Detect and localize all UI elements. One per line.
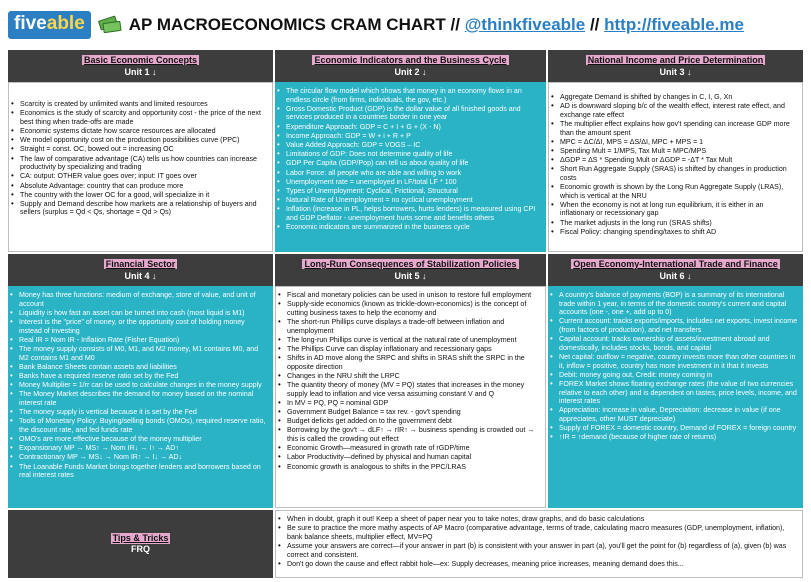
list-item: • The country with the lower OC for a good, will specialize in it: [9, 191, 268, 200]
list-item: • Money has three functions: medium of exchange, store of value, and unit of account: [8, 291, 269, 308]
list-item: • Aggregate Demand is shifted by changes in C, I, G, Xn: [549, 93, 799, 102]
section-body-unit-5: [275, 286, 546, 508]
section-list: [275, 87, 542, 232]
section-title: National Income and Price Determination: [587, 55, 764, 65]
list-item: • Liquidity is how fast an asset can be turned into cash (most liquid is M1): [8, 309, 269, 318]
list-item: • Spending Mult = 1/MPS, Tax Mult = MPC/MPS: [549, 147, 799, 156]
section-header-unit-1: [8, 50, 273, 82]
list-item: • Appreciation: increase in value, Depreciation: decrease in value (if one appreciates, other MUST depreciate): [548, 406, 800, 423]
list-item: • The money supply consists of M0, M1, and M2 money, M1 contains M0, and M2 contains M1 and M0: [8, 345, 269, 362]
list-item: • Economic growth is shown by the Long Run Aggregate Supply (LRAS), which is vertical at the NRU: [549, 183, 799, 200]
section-unit: Unit 2 ↓: [394, 67, 427, 77]
tips-list: [276, 515, 798, 568]
section-title: Economic Indicators and the Business Cycle: [314, 55, 507, 65]
list-item: • Borrowing by the gov't → dLF↑ → rIR↑ → business spending is crowded out → this is called the crowding out effect: [276, 426, 541, 443]
list-item: • Contractionary MP → MS↓ → Nom IR↑ → I↓ → AD↓: [8, 453, 269, 462]
list-item: • When the economy is not at long run equilibrium, it is either in an inflationary or recessionary gap: [549, 201, 799, 218]
list-item: • Inflation (increase in PL, helps borrowers, hurts lenders) is measured using CPI and GDP Deflator - unemployment hurts some and benefits others: [275, 205, 542, 222]
title-separator: //: [589, 15, 600, 34]
list-item: • The market adjusts in the long run (SRAS shifts): [549, 219, 799, 228]
tips-header: [8, 510, 273, 578]
list-item: • The Phillips Curve can display inflationary and recessionary gaps: [276, 345, 541, 354]
list-item: • ΔGDP = ΔS * Spending Mult or ΔGDP = -ΔT * Tax Mult: [549, 156, 799, 165]
list-item: • The short-run Phillips curve displays a trade-off between inflation and unemployment: [276, 318, 541, 335]
list-item: • The money supply is vertical because it is set by the Fed: [8, 408, 269, 417]
list-item: • Don't go down the cause and effect rabbit hole—ex: Supply decreases, meaning price increases, meaning demand does this...: [276, 560, 798, 569]
list-item: • Economics is the study of scarcity and opportunity cost - the price of the next best thing when trade-offs are made: [9, 109, 268, 126]
section-list: [549, 93, 799, 236]
website-link[interactable]: http://fiveable.me: [604, 15, 744, 34]
list-item: • Absolute Advantage: country that can produce more: [9, 182, 268, 191]
fiveable-logo[interactable]: [8, 11, 91, 39]
list-item: • A country's balance of payments (BOP) is a summary of its international trade within 1 year, in terms of the domestic country's current and capital accounts (one -, one +, add up to 0): [548, 291, 800, 317]
section-header-unit-5: [275, 254, 546, 286]
section-title: Basic Economic Concepts: [83, 55, 198, 65]
section-body-unit-3: [548, 82, 803, 252]
list-item: • CA: output: OTHER value goes over; input: IT goes over: [9, 172, 268, 181]
list-item: • Income Approach: GDP = W + i + R + P: [275, 132, 542, 141]
list-item: • ↑IR = ↑demand (because of higher rate of returns): [548, 433, 800, 442]
list-item: • Current account: tracks exports/imports, includes net exports, invest income (from factors of production), and net transfers: [548, 317, 800, 334]
list-item: • The multiplier effect explains how gov't spending can increase GDP more than the amount spent: [549, 120, 799, 137]
list-item: • The circular flow model which shows that money in an economy flows in an endless circle (from firms, individuals, the gov, etc.): [275, 87, 542, 104]
list-item: • Types of Unemployment: Cyclical, Frictional, Structural: [275, 187, 542, 196]
list-item: • Supply-side economics (known as trickle-down-economics) is the concept of cutting business taxes to help the economy and: [276, 300, 541, 317]
section-unit: Unit 5 ↓: [394, 271, 427, 281]
money-bills-icon: [99, 17, 121, 33]
list-item: • Debit: money going out, Credit: money coming in: [548, 371, 800, 380]
section-body-unit-1: [8, 82, 273, 252]
list-item: • Economic indicators are summarized in the business cycle: [275, 223, 542, 232]
list-item: • Gross Domestic Product (GDP) is the dollar value of all finished goods and services produced in a countries border in one year: [275, 105, 542, 122]
list-item: • Banks have a required reserve ratio set by the Fed: [8, 372, 269, 381]
list-item: • GDP Per Capita (GDP/Pop) can tell us about quality of life: [275, 159, 542, 168]
list-item: • Fiscal Policy: changing spending/taxes to shift AD: [549, 228, 799, 237]
section-body-unit-6: [548, 286, 803, 508]
list-item: • Labor Force: all people who are able and willing to work: [275, 169, 542, 178]
list-item: • Economic Growth—measured in growth rate of rGDP/time: [276, 444, 541, 453]
list-item: • Economic systems dictate how scarce resources are allocated: [9, 127, 268, 136]
list-item: • The long-run Phillips curve is vertical at the natural rate of unemployment: [276, 336, 541, 345]
section-title: Financial Sector: [105, 259, 176, 269]
list-item: • We model opportunity cost on the production possibilities curve (PPC): [9, 136, 268, 145]
section-list: [9, 100, 268, 217]
list-item: • Money Multiplier = 1/rr can be used to calculate changes in the money supply: [8, 381, 269, 390]
list-item: • Changes in the NRU shift the LRPC: [276, 372, 541, 381]
section-title: Long-Run Consequences of Stabilization Policies: [304, 259, 517, 269]
list-item: • The law of comparative advantage (CA) tells us how countries can increase productivity by specializing and trading: [9, 155, 268, 172]
list-item: • Expansionary MP → MS↑ → Nom IR↓ → I↑ → AD↑: [8, 444, 269, 453]
list-item: • Real IR = Nom IR - Inflation Rate (Fisher Equation): [8, 336, 269, 345]
list-item: • When in doubt, graph it out! Keep a sheet of paper near you to take notes, draw graphs, and do basic calculations: [276, 515, 798, 524]
list-item: • Unemployment rate = unemployed in LF/total LF * 100: [275, 178, 542, 187]
twitter-handle-link[interactable]: @thinkfiveable: [464, 15, 586, 34]
list-item: • OMO's are more effective because of the money multiplier: [8, 435, 269, 444]
list-item: • The quantity theory of money (MV = PQ) states that increases in the money supply lead to inflation and vice versa assuming constant V and Q: [276, 381, 541, 398]
list-item: • Natural Rate of Unemployment = no cyclical unemployment: [275, 196, 542, 205]
list-item: • Labor Productivity—defined by physical and human capital: [276, 453, 541, 462]
list-item: • In MV = PQ, PQ = nominal GDP: [276, 399, 541, 408]
list-item: • Expenditure Approach: GDP = C + I + G + (X - N): [275, 123, 542, 132]
list-item: • Be sure to practice the more mathy aspects of AP Macro (comparative advantage, terms of trade, calculating macro measures (GDP, unemployment, inflation), bank balance sheets, multiplier effect, MV=PQ: [276, 524, 798, 541]
section-unit: Unit 4 ↓: [124, 271, 157, 281]
list-item: • Scarcity is created by unlimited wants and limited resources: [9, 100, 268, 109]
section-header-unit-3: [548, 50, 803, 82]
section-list: [548, 291, 800, 442]
list-item: • Supply and Demand describe how markets are a relationship of buyers and sellers (surplus = Qd < Qs, shortage = Qd > Qs): [9, 200, 268, 217]
list-item: • Net capital: outflow = negative, country invests more than other countries in it, inflow = positive, country has more investment in it that it invests: [548, 353, 800, 370]
list-item: • Limitations of GDP: Does not determine quality of life: [275, 150, 542, 159]
list-item: • Straight = const. OC, bowed out = increasing OC: [9, 145, 268, 154]
title-text: AP MACROECONOMICS CRAM CHART: [128, 15, 446, 34]
list-item: • Bank Balance Sheets contain assets and liabilities: [8, 363, 269, 372]
title-separator: //: [450, 15, 460, 34]
tips-body: [275, 510, 803, 578]
page-title: [129, 15, 744, 35]
section-body-unit-2: [275, 82, 546, 252]
logo-text-five: five: [14, 13, 47, 34]
list-item: • Value Added Approach: GDP = VOGS – IC: [275, 141, 542, 150]
list-item: • Capital account: tracks ownership of assets/investment abroad and domestically, includes stocks, bonds, and capital: [548, 335, 800, 352]
section-header-unit-2: [275, 50, 546, 82]
list-item: • Tools of Monetary Policy: Buying/selling bonds (OMOs), required reserve ratio, the discount rate, and fed funds rate: [8, 417, 269, 434]
page-header: [8, 6, 803, 44]
logo-text-able: able: [46, 13, 85, 34]
list-item: • Supply of FOREX = domestic country, Demand of FOREX = foreign country: [548, 424, 800, 433]
list-item: • Fiscal and monetary policies can be used in unison to restore full employment: [276, 291, 541, 300]
tips-subtitle: FRQ: [131, 544, 150, 554]
section-title: Open Economy-International Trade and Finance: [573, 259, 778, 269]
list-item: • Shifts in AD move along the SRPC and shifts in SRAS shift the SRPC in the opposite direction: [276, 354, 541, 371]
list-item: • Economic growth is analogous to shifts in the PPC/LRAS: [276, 463, 541, 472]
list-item: • Assume your answers are correct—if your answer in part (b) is consistent with your answer in part (a), you'll get the point for (b) regardless of (a), given (b) was correct and consistent.: [276, 542, 798, 559]
section-header-unit-6: [548, 254, 803, 286]
list-item: • Interest is the "price" of money, or the opportunity cost of holding money instead of investing: [8, 318, 269, 335]
section-list: [8, 291, 269, 480]
list-item: • Government Budget Balance = tax rev. - gov't spending: [276, 408, 541, 417]
section-body-unit-4: [8, 286, 273, 508]
section-unit: Unit 3 ↓: [659, 67, 692, 77]
list-item: • MPC = ΔC/ΔI, MPS = ΔS/ΔI, MPC + MPS = 1: [549, 138, 799, 147]
section-unit: Unit 6 ↓: [659, 271, 692, 281]
list-item: • AD is downward sloping b/c of the wealth effect, interest rate effect, and exchange rate effect: [549, 102, 799, 119]
list-item: • The Loanable Funds Market brings together lenders and borrowers based on real interest rates: [8, 463, 269, 480]
list-item: • The Money Market describes the demand for money based on the nominal interest rate: [8, 390, 269, 407]
list-item: • FOREX Market shows floating exchange rates (the value of two currencies relative to each other) and is dependent on tastes, price levels, income, and interest rates: [548, 380, 800, 406]
section-unit: Unit 1 ↓: [124, 67, 157, 77]
tips-title: Tips & Tricks: [112, 533, 169, 543]
list-item: • Budget deficits get added on to the government debt: [276, 417, 541, 426]
section-header-unit-4: [8, 254, 273, 286]
section-list: [276, 291, 541, 471]
list-item: • Short Run Aggregate Supply (SRAS) is shifted by changes in production costs: [549, 165, 799, 182]
